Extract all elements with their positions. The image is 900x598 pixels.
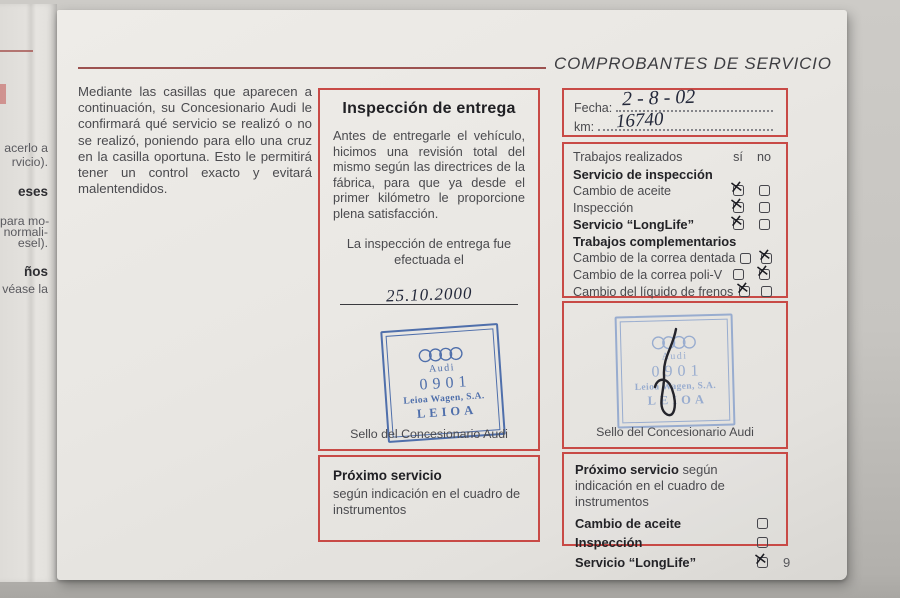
page-number: 9 [783, 555, 791, 570]
row-label: Cambio de aceite [573, 183, 672, 198]
dealer-stamp [380, 323, 506, 443]
performed-line-1: La inspección de entrega fue [346, 235, 512, 251]
next-service-title: Próximo servicio [333, 468, 442, 483]
no-checkbox [759, 219, 770, 230]
row-label: Inspección [575, 535, 643, 551]
works-item-row [573, 283, 777, 300]
no-checkbox [761, 286, 772, 297]
page-header-title: COMPROBANTES DE SERVICIO [554, 54, 832, 73]
works-item-row [573, 250, 777, 267]
stamp-city: LEIOA [416, 401, 478, 420]
booklet-page [57, 10, 847, 580]
yes-checkbox [733, 219, 744, 230]
works-header-row [573, 149, 777, 166]
row-label: Trabajos complementarios [573, 233, 737, 249]
no-checkbox [759, 185, 770, 196]
cut-text-fragment: acerlo a [4, 141, 48, 155]
previous-page-edge [0, 4, 57, 582]
handwritten-delivery-date: 25.10.2000 [385, 283, 473, 306]
performed-line-2: efectuada el [394, 252, 464, 268]
stamp-brand: Audi [661, 350, 688, 362]
yes-checkbox [739, 286, 750, 297]
delivery-box-title: Inspección de entrega [342, 100, 516, 117]
next-service-heading [575, 462, 775, 509]
seal-caption: Sello del Concesionario Audi [596, 425, 754, 439]
row-label: Cambio de la correa dentada [573, 251, 736, 266]
cut-text-fragment: esel). [17, 236, 48, 250]
next-service-text: según indicación en el cuadro de instrumentos [575, 462, 725, 509]
works-header-label: Trabajos realizados [573, 150, 683, 165]
audi-rings-icon [418, 345, 465, 363]
no-checkbox [759, 269, 770, 280]
record-stamp-box [562, 301, 788, 449]
delivery-next-service-box [318, 455, 540, 542]
works-item-row [573, 183, 777, 200]
cut-heading-fragment: eses [17, 184, 48, 199]
cut-text-fragment: normali- [3, 225, 48, 239]
handwritten-km-value: 16740 [615, 108, 664, 133]
works-section-row [573, 166, 777, 183]
record-next-service-box [562, 452, 788, 570]
signature [650, 325, 690, 425]
seal-caption: Sello del Concesionario Audi [350, 427, 508, 441]
record-date-km-box [562, 85, 788, 137]
row-label: Cambio de aceite [575, 515, 682, 531]
works-item-row [573, 216, 777, 233]
km-label: km: [574, 120, 595, 134]
row-label: Cambio del líquido de frenos [573, 284, 734, 299]
row-label: Servicio de inspección [573, 166, 713, 182]
stamp-brand: Audi [428, 361, 456, 374]
yes-column-label: sí [733, 150, 743, 165]
no-column-label: no [756, 150, 771, 165]
previous-page-red-mark [0, 84, 6, 104]
intro-paragraph: Mediante las casillas que aparecen a continuación, su Concesionario Audi le confirmará qué servicio se realizó o no se realizó, poniendo para ello una cruz en la casilla oportuna. Esto le permitirá tener un control exacto y evitará malentendidos. [78, 84, 312, 197]
delivery-box-body: Antes de entregarle el vehículo, hicimos una revisión total del mismo según las directrices de la fábrica, para que ya desde el primer kilómetro le proporcione plena satisfacción. [333, 128, 525, 221]
date-label: Fecha: [574, 101, 613, 115]
stamp-code: 0901 [651, 361, 704, 381]
row-label: Servicio “LongLife” [575, 554, 697, 570]
handwritten-date-value: 2 - 8 - 02 [621, 85, 696, 111]
performed-on-lines [320, 236, 538, 269]
dealer-stamp-inner [386, 328, 501, 437]
works-item-row [573, 199, 777, 216]
row-label: Cambio de la correa poli-V [573, 267, 723, 282]
row-label: Inspección [573, 200, 634, 215]
item-checkbox [757, 518, 768, 529]
header-rule [78, 67, 546, 69]
works-performed-box [562, 142, 788, 298]
yes-checkbox [740, 253, 751, 264]
cut-heading-fragment: ños [23, 264, 48, 279]
stamp-city: LEIOA [647, 391, 709, 408]
row-label: Servicio “LongLife” [573, 217, 695, 233]
next-service-text: según indicación en el cuadro de instrumentos [333, 486, 521, 517]
stamp-code: 0901 [418, 372, 473, 393]
cut-text-fragment: véase la [2, 282, 48, 296]
cut-text-fragment: rvicio). [11, 155, 48, 169]
stamp-dealer-name: Leioa Wagen, S.A. [634, 380, 717, 393]
delivery-date-field [340, 285, 518, 305]
works-section-row [573, 233, 777, 250]
delivery-inspection-box [318, 88, 540, 451]
item-checkbox [757, 557, 768, 568]
next-service-item-row [575, 552, 775, 572]
next-service-title: Próximo servicio [575, 462, 679, 477]
cut-text-fragment: para mo- [0, 214, 50, 228]
stamp-dealer-name: Leioa Wagen, S.A. [403, 390, 485, 406]
no-checkbox [759, 202, 770, 213]
previous-page-red-rule [0, 50, 33, 52]
next-service-item-row [575, 513, 775, 533]
km-row [574, 115, 776, 134]
next-service-item-row [575, 533, 775, 553]
